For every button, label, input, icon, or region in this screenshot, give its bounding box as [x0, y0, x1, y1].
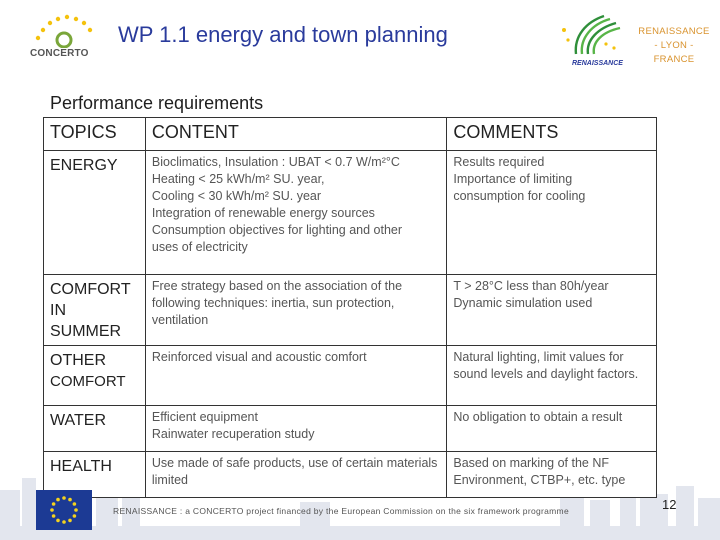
content-cell [145, 452, 446, 498]
table-row [44, 275, 657, 346]
comments-cell [447, 151, 657, 275]
column-header-content: CONTENT [145, 118, 446, 151]
topic-label: COMFORT [50, 373, 126, 390]
content-line: Rainwater recuperation study [151, 427, 315, 441]
comment-line: consumption for cooling [453, 189, 586, 203]
table-row [44, 452, 657, 498]
content-line: Heating < 25 kWh/m² SU. year, [151, 172, 325, 186]
header-tag [634, 25, 714, 67]
page-title: WP 1.1 energy and town planning [118, 22, 448, 47]
concerto-logo [26, 8, 106, 68]
table-row [44, 151, 657, 275]
topic-cell [44, 406, 146, 452]
comments-cell [447, 406, 657, 452]
comments-cell [447, 275, 657, 346]
content-line: Cooling < 30 kWh/m² SU. year [151, 189, 322, 203]
requirements-table [43, 117, 657, 498]
comment-line: T > 28°C less than 80h/year [453, 279, 609, 293]
content-line: Reinforced visual and acoustic comfort [151, 350, 367, 364]
table-header-row [44, 118, 657, 151]
topic-cell [44, 275, 146, 346]
topic-label: OTHER [50, 352, 106, 369]
section-title: Performance requirements [50, 93, 264, 113]
topic-label: ENERGY [50, 157, 118, 174]
column-header-topics: TOPICS [44, 118, 146, 151]
footer-text: RENAISSANCE : a CONCERTO project financed by the European Commission on the six framework programme [113, 506, 569, 516]
topic-label: COMFORT [50, 281, 131, 298]
comment-line: Based on marking of the NF Environment, CTBP+, etc. type [453, 456, 626, 487]
eu-flag [36, 490, 92, 530]
comment-line: Natural lighting, limit values for sound levels and daylight factors. [453, 350, 639, 381]
content-line: Free strategy based on the association of the following techniques: inertia, sun protection, ventilation [151, 279, 403, 327]
comment-line: Dynamic simulation used [453, 296, 593, 310]
header-tag-line: - LYON - [654, 40, 694, 51]
table-row [44, 406, 657, 452]
content-cell [145, 275, 446, 346]
topic-label: SUMMER [50, 323, 122, 340]
renaissance-emblem-icon [558, 10, 628, 60]
comment-line: Importance of limiting [453, 172, 573, 186]
comments-cell [447, 452, 657, 498]
content-line: Use made of safe products, use of certain materials limited [151, 456, 438, 487]
content-line: Efficient equipment [151, 410, 258, 424]
concerto-stars-icon [26, 8, 106, 48]
concerto-logo-text: CONCERTO [30, 48, 89, 59]
header-tag-line: FRANCE [653, 54, 695, 65]
content-line: Integration of renewable energy sources [151, 206, 375, 220]
column-header-comments: COMMENTS [447, 118, 657, 151]
topic-label: HEALTH [50, 458, 112, 475]
eu-stars-icon [36, 490, 92, 530]
topic-label: IN [50, 302, 66, 319]
content-line: Consumption objectives for lighting and other [151, 223, 403, 237]
header-tag-line: RENAISSANCE [638, 26, 710, 37]
page-number: 12 [662, 497, 677, 512]
comments-cell [447, 346, 657, 406]
topic-label: WATER [50, 412, 106, 429]
renaissance-logo [558, 10, 628, 74]
comment-line: No obligation to obtain a result [453, 410, 623, 424]
content-cell [145, 346, 446, 406]
content-line: Bioclimatics, Insulation : UBAT < 0.7 W/m²°C [151, 155, 400, 169]
content-cell [145, 406, 446, 452]
comment-line: Results required [453, 155, 545, 169]
table-row [44, 346, 657, 406]
topic-cell [44, 151, 146, 275]
topic-cell [44, 346, 146, 406]
content-cell [145, 151, 446, 275]
renaissance-logo-text: RENAISSANCE [572, 60, 623, 67]
content-line: uses of electricity [151, 240, 248, 254]
